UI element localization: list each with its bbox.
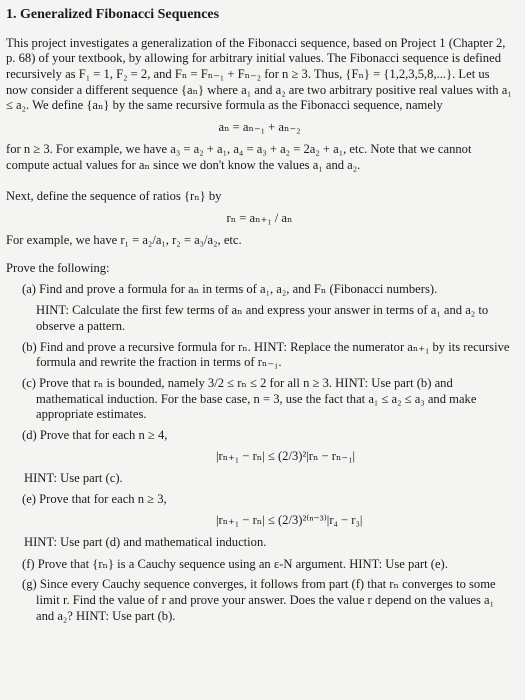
document-title: 1. Generalized Fibonacci Sequences xyxy=(6,7,220,22)
ratio-formula: rₙ = aₙ₊₁ / aₙ xyxy=(226,211,293,226)
part-b: (b) Find and prove a recursive formula for rₙ. HINT: Replace the numerator aₙ₊₁ by its recursive formula and rewrite the fraction in terms of rₙ₋₁. xyxy=(22,339,510,370)
part-g: (g) Since every Cauchy sequence converges, it follows from part (f) that rₙ converges to some limit r. Find the value of r and prove your answer. Does the value r depend on the values a₁ and a₂? HINT: Use part (b). xyxy=(22,577,496,623)
part-e-hint: HINT: Use part (d) and mathematical induction. xyxy=(24,534,267,549)
ratio-example: For example, we have r₁ = a₂/a₁, r₂ = a₃/a₂, etc. xyxy=(6,232,242,247)
part-f: (f) Prove that {rₙ} is a Cauchy sequence using an ε-N argument. HINT: Use part (e). xyxy=(22,556,448,571)
part-a: (a) Find and prove a formula for aₙ in terms of a₁, a₂, and Fₙ (Fibonacci numbers). xyxy=(22,282,438,297)
prove-heading: Prove the following: xyxy=(6,260,110,275)
part-e-formula: |rₙ₊₁ − rₙ| ≤ (2/3)²⁽ⁿ⁻³⁾|r₄ − r₃| xyxy=(216,513,363,528)
recurrence-formula: aₙ = aₙ₋₁ + aₙ₋₂ xyxy=(218,120,301,135)
intro-paragraph: This project investigates a generalization of the Fibonacci sequence, based on Project 1 (Chapter 2, p. 68) of your textbook, by allowing for arbitrary initial values. The Fibonacci sequence is defined recursively as F₁ = 1, F₂ = 2, and Fₙ = Fₙ₋₁ + Fₙ₋₂ for n ≥ 3. Thus, {Fₙ} = {1,2,3,5,8,...}. Let us now consider a different sequence {aₙ} where a₁ and a₂ are two arbitrary positive real values with a₁ ≤ a₂. We define {aₙ} by the same recursive formula as the Fibonacci sequence, namely xyxy=(6,35,512,113)
part-a-hint: HINT: Calculate the first few terms of aₙ and express your answer in terms of a₁ and a₂ to observe a pattern. xyxy=(36,303,489,333)
ratio-definition-text: Next, define the sequence of ratios {rₙ} by xyxy=(6,189,222,204)
example-paragraph: for n ≥ 3. For example, we have a₃ = a₂ + a₁, a₄ = a₃ + a₂ = 2a₂ + a₁, etc. Note that we cannot compute actual values for aₙ since we don't know the values a₁ and a₂. xyxy=(6,141,472,172)
part-e: (e) Prove that for each n ≥ 3, xyxy=(22,492,167,507)
part-c: (c) Prove that rₙ is bounded, namely 3/2 ≤ rₙ ≤ 2 for all n ≥ 3. HINT: Use part (b) and mathematical induction. For the base case, n = 3, use the fact that a₁ ≤ a₂ ≤ a₃ and make appropriate estimates. xyxy=(22,375,477,422)
part-d-hint: HINT: Use part (c). xyxy=(24,470,123,485)
part-d: (d) Prove that for each n ≥ 4, xyxy=(22,428,168,443)
part-d-formula: |rₙ₊₁ − rₙ| ≤ (2/3)²|rₙ − rₙ₋₁| xyxy=(216,448,355,463)
